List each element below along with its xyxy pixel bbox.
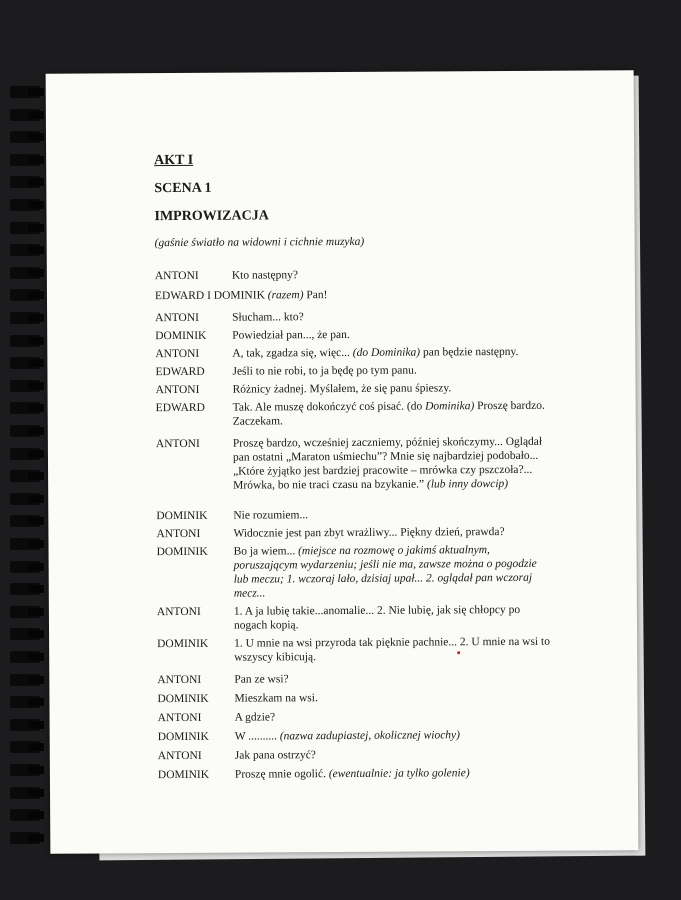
binding-ring — [10, 470, 40, 482]
binding-ring — [10, 493, 40, 505]
binding-ring — [10, 357, 40, 369]
speech-text: W .......... (nazwa zadupiastej, okolicznej wiochy) — [234, 729, 461, 743]
dialogue-line — [155, 381, 556, 397]
speaker-name: EDWARD — [155, 365, 205, 379]
dialogue-line — [157, 728, 558, 744]
binding-ring — [10, 561, 40, 573]
dialogue-line — [157, 671, 557, 687]
speech-text: Słucham... kto? — [232, 311, 304, 324]
binding-ring — [10, 674, 40, 686]
binding-ring — [10, 244, 40, 256]
speaker-name: EDWARD — [155, 401, 205, 415]
speaker-name: DOMINIK — [156, 545, 208, 559]
speaker-name: DOMINIK — [157, 768, 210, 782]
speech-text: Widocznie jest pan zbyt wrażliwy... Piękny dzień, prawda? — [233, 526, 505, 540]
binding-ring — [10, 109, 40, 121]
act-heading: AKT I — [154, 152, 194, 169]
speech-text: Bo ja wiem... (miejsce na rozmowę o jakimś aktualnym, poruszającym wydarzeniu; jeśli nie ma, zawsze można o pogodzie lub meczu; 1. wczoraj lało, dzisiaj upał... 2. oglądał pan wczoraj mecz... — [233, 544, 537, 600]
speech-text: Mieszkam na wsi. — [234, 692, 318, 705]
speaker-name: DOMINIK — [157, 692, 209, 706]
speech-text: 1. U mnie na wsi przyroda tak pięknie pachnie... 2. U mnie na wsi to wszyscy kibicują. — [234, 635, 550, 664]
dialogue-line — [154, 267, 555, 283]
dialogue-line — [157, 635, 557, 664]
binding-ring — [10, 832, 40, 844]
dialogue-line — [156, 543, 557, 600]
dialogue-line — [154, 287, 555, 303]
speech-text: A, tak, zgadza się, więc... (do Dominika) pan będzie następny. — [232, 345, 519, 360]
script-content — [154, 151, 550, 892]
dialogue-line — [157, 747, 558, 763]
speaker-name: DOMINIK — [157, 730, 209, 744]
dialogue-line — [157, 709, 558, 725]
dialogue-line — [155, 363, 555, 379]
ink-dot — [457, 651, 460, 654]
speech-text: Jak pana ostrzyć? — [234, 749, 316, 762]
speaker-name: DOMINIK — [157, 637, 209, 651]
speech-text: 1. A ja lubię takie...anomalie... 2. Nie lubię, jak się chłopcy po nogach kopią. — [233, 603, 521, 632]
speech-text: Powiedział pan..., że pan. — [232, 328, 350, 342]
speaker-name: ANTONI — [154, 269, 199, 283]
dialogue-line — [156, 603, 557, 632]
speaker-name: ANTONI — [157, 749, 202, 763]
speaker-name: ANTONI — [155, 437, 200, 451]
speech-text: Nie rozumiem... — [233, 509, 309, 522]
speaker-name: ANTONI — [157, 673, 202, 687]
binding-ring — [10, 764, 40, 776]
speech-text: Kto następny? — [231, 269, 299, 282]
speaker-name: ANTONI — [155, 347, 200, 361]
binding-ring — [10, 425, 40, 437]
scene-title: IMPROWIZACJA — [154, 208, 269, 225]
dialogue-line — [157, 690, 557, 706]
binding-ring — [10, 199, 40, 211]
binding-ring — [10, 583, 40, 595]
script-page — [46, 70, 639, 892]
binding-ring — [10, 606, 40, 618]
speaker-name: ANTONI — [156, 527, 201, 541]
binding-ring — [10, 628, 40, 640]
dialogue-line — [156, 525, 556, 541]
page-number: 8 — [460, 879, 467, 892]
speaker-name: DOMINIK — [156, 509, 208, 523]
binding-ring — [10, 267, 40, 279]
dialogue-line — [157, 766, 558, 782]
speech-text: Pan ze wsi? — [234, 673, 289, 686]
speech-text: EDWARD I DOMINIK (razem) Pan! — [154, 289, 328, 303]
speaker-name: ANTONI — [155, 383, 200, 397]
binding-ring — [10, 402, 40, 414]
binding-ring — [10, 380, 40, 392]
spiral-binding — [10, 86, 40, 854]
speech-text: Jeśli to nie robi, to ja będę po tym panu. — [232, 364, 417, 378]
binding-ring — [10, 696, 40, 708]
binding-ring — [10, 312, 40, 324]
binding-ring — [10, 515, 40, 527]
binding-ring — [10, 741, 40, 753]
binding-ring — [10, 719, 40, 731]
stage-direction: (gaśnie światło na widowni i cichnie muzyka) — [154, 235, 365, 250]
binding-ring — [10, 809, 40, 821]
binding-ring — [10, 222, 40, 234]
speech-text: Różnicy żadnej. Myślałem, że się panu śpieszy. — [232, 382, 452, 396]
binding-ring — [10, 154, 40, 166]
speech-text: Tak. Ale muszę dokończyć coś pisać. (do Dominika) Proszę bardzo. Zaczekam. — [232, 399, 545, 428]
binding-ring — [10, 131, 40, 143]
speaker-name: ANTONI — [155, 311, 200, 325]
dialogue-line — [156, 507, 556, 523]
binding-ring — [10, 176, 40, 188]
speech-text: Proszę mnie ogolić. (ewentualnie: ja tylko golenie) — [234, 767, 470, 781]
binding-ring — [10, 538, 40, 550]
binding-ring — [10, 86, 40, 98]
dialogue-line — [155, 345, 555, 361]
dialogue-line — [155, 309, 555, 325]
speaker-name: DOMINIK — [155, 329, 207, 343]
dialogue-line — [155, 327, 555, 343]
speech-text: Proszę bardzo, wcześniej zaczniemy, później skończymy... Oglądał pan ostatni „Maraton uśmiechu”? Mnie się najbardziej podobało... „Które żyjątko jest bardziej pracowite – mrówka czy pszczoła?... Mrówka, bo nie traci czasu na bzykanie.” (lub inny dowcip) — [232, 435, 543, 492]
binding-ring — [10, 289, 40, 301]
binding-ring — [10, 448, 40, 460]
speech-text: A gdzie? — [234, 711, 276, 724]
speaker-name: ANTONI — [157, 711, 202, 725]
binding-ring — [10, 787, 40, 799]
scene-heading: SCENA 1 — [154, 180, 212, 197]
speaker-name: ANTONI — [156, 605, 201, 619]
dialogue-line — [155, 399, 556, 428]
dialogue-line — [155, 435, 556, 492]
binding-ring — [10, 335, 40, 347]
binding-ring — [10, 651, 40, 663]
